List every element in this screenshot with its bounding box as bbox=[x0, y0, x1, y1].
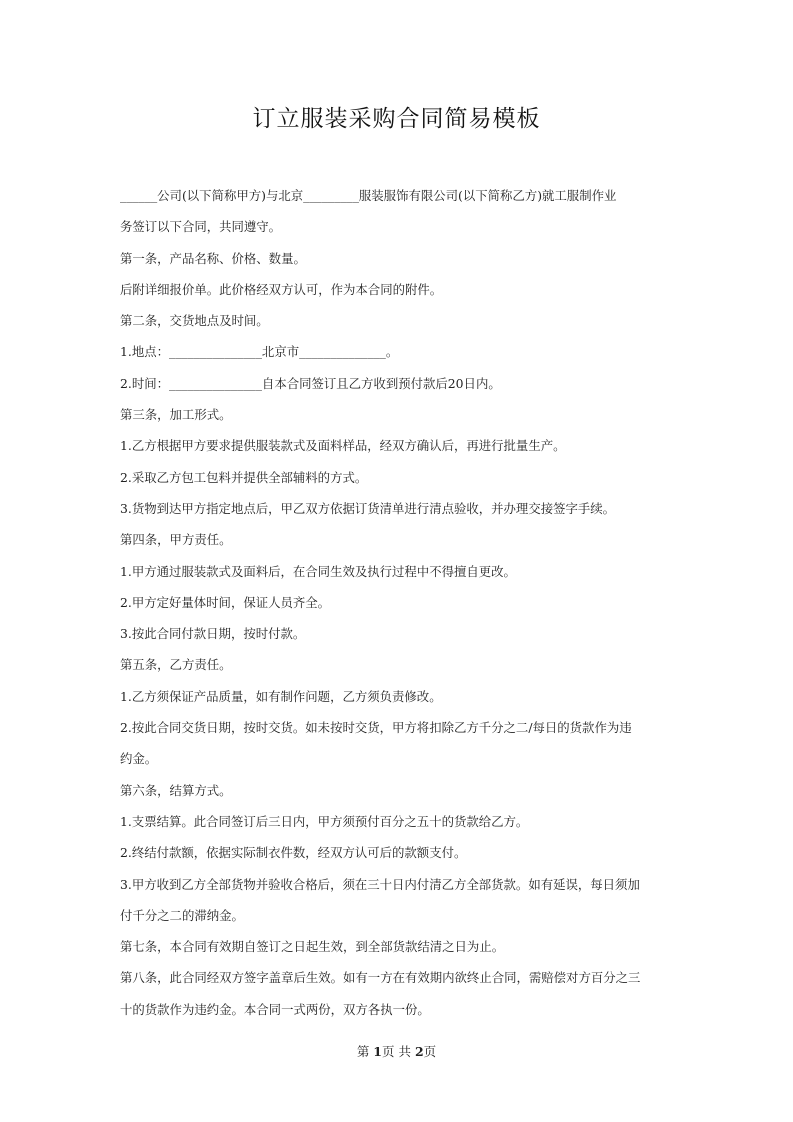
paragraph: 2.时间：_______________自本合同签订且乙方收到预付款后20日内。 bbox=[120, 375, 501, 391]
paragraph: 约金。 bbox=[120, 751, 158, 767]
paragraph: 2.采取乙方包工包料并提供全部辅料的方式。 bbox=[120, 469, 368, 485]
paragraph: 务签订以下合同，共同遵守。 bbox=[120, 219, 282, 235]
paragraph: 2.按此合同交货日期，按时交货。如未按时交货，甲方将扣除乙方千分之二/每日的货款作为违 bbox=[120, 720, 632, 736]
footer-middle: 页 共 bbox=[382, 1044, 415, 1059]
paragraph: 1.地点：_______________北京市______________。 bbox=[120, 344, 399, 360]
paragraph: 1.乙方根据甲方要求提供服装款式及面料样品，经双方确认后，再进行批量生产。 bbox=[120, 438, 566, 454]
paragraph: 3.甲方收到乙方全部货物并验收合格后，须在三十日内付清乙方全部货款。如有延误，每日须加 bbox=[120, 876, 640, 892]
paragraph: 后附详细报价单。此价格经双方认可，作为本合同的附件。 bbox=[120, 281, 443, 297]
paragraph: 第八条，此合同经双方签字盖章后生效。如有一方在有效期内欲终止合同，需赔偿对方百分之三 bbox=[120, 970, 641, 986]
paragraph: 第三条，加工形式。 bbox=[120, 407, 232, 423]
footer-prefix: 第 bbox=[356, 1044, 374, 1059]
document-body bbox=[120, 180, 676, 1025]
paragraph: 第七条，本合同有效期自签订之日起生效，到全部货款结清之日为止。 bbox=[120, 939, 505, 955]
paragraph: 第一条，产品名称、价格、数量。 bbox=[120, 250, 306, 266]
paragraph: 1.支票结算。此合同签订后三日内，甲方须预付百分之五十的货款给乙方。 bbox=[120, 813, 529, 829]
paragraph: ______公司(以下简称甲方)与北京_________服装服饰有限公司(以下简称乙方)就工服制作业 bbox=[120, 188, 617, 203]
footer-suffix: 页 bbox=[423, 1044, 437, 1059]
paragraph: 1.甲方通过服装款式及面料后，在合同生效及执行过程中不得擅自更改。 bbox=[120, 563, 516, 579]
paragraph: 3.货物到达甲方指定地点后，甲乙双方依据订货清单进行清点验收，并办理交接签字手续。 bbox=[120, 500, 616, 516]
current-page-number: 1 bbox=[373, 1044, 382, 1059]
paragraph: 3.按此合同付款日期，按时付款。 bbox=[120, 626, 306, 642]
paragraph: 2.终结付款额，依据实际制衣件数，经双方认可后的款额支付。 bbox=[120, 845, 467, 861]
paragraph: 第五条，乙方责任。 bbox=[120, 657, 232, 673]
total-page-count: 2 bbox=[414, 1044, 424, 1059]
paragraph: 十的货款作为违约金。本合同一式两份，双方各执一份。 bbox=[120, 1001, 430, 1017]
paragraph: 付千分之二的滞纳金。 bbox=[120, 907, 244, 923]
paragraph: 第六条，结算方式。 bbox=[120, 782, 232, 798]
paragraph: 第二条，交货地点及时间。 bbox=[120, 313, 269, 329]
document-title: 订立服装采购合同简易模板 bbox=[252, 106, 541, 132]
paragraph: 第四条，甲方责任。 bbox=[120, 532, 232, 548]
paragraph: 1.乙方须保证产品质量，如有制作问题，乙方须负责修改。 bbox=[120, 688, 442, 704]
page-footer bbox=[0, 1042, 793, 1060]
paragraph: 2.甲方定好量体时间，保证人员齐全。 bbox=[120, 594, 331, 610]
